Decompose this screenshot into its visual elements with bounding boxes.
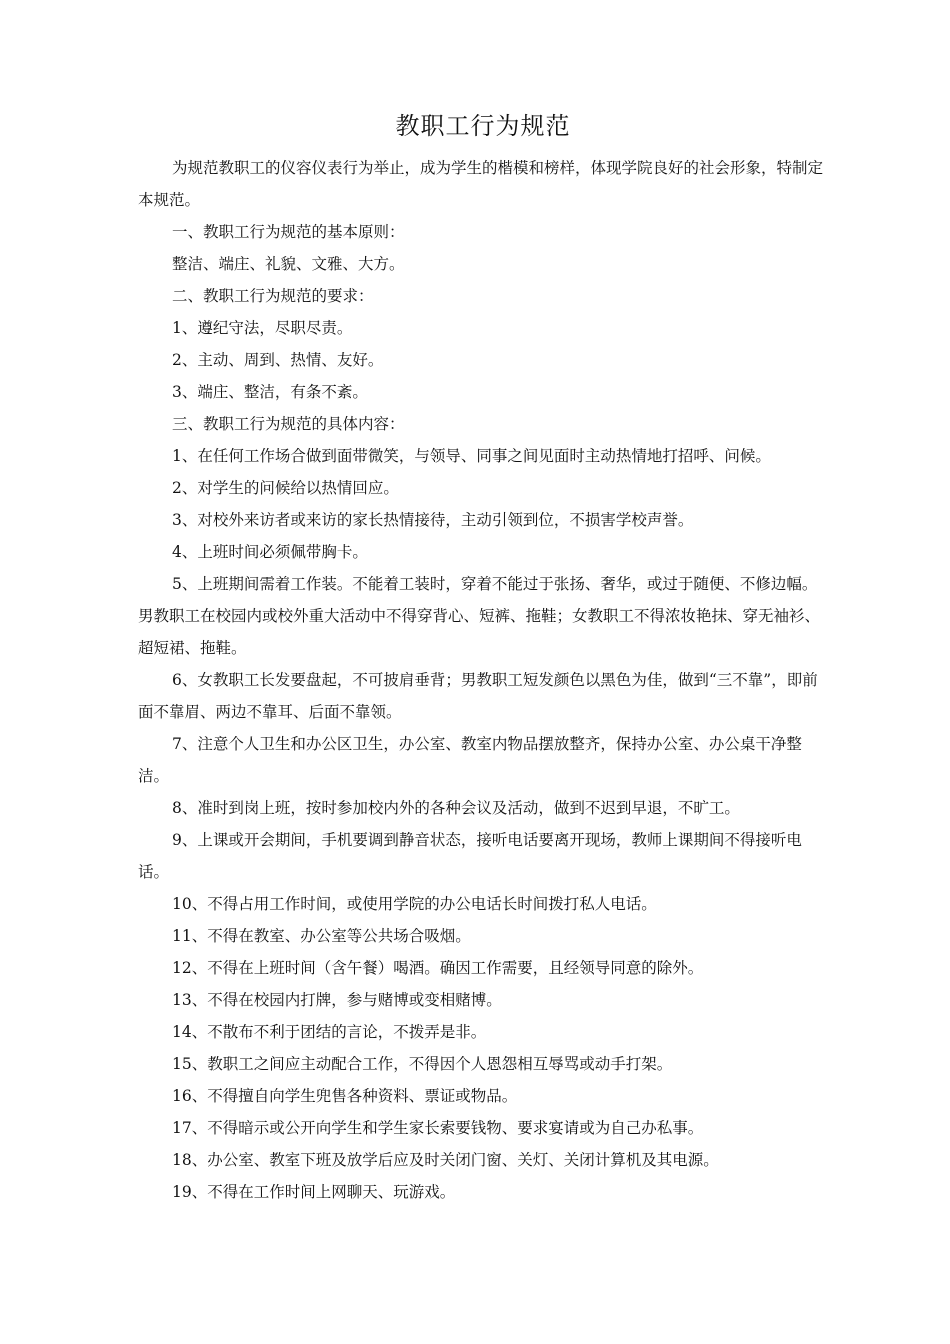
detail-item: 5、上班期间需着工作装。不能着工装时，穿着不能过于张扬、奢华，或过于随便、不修边幅。男教职工在校园内或校外重大活动中不得穿背心、短裤、拖鞋；女教职工不得浓妆艳抹、穿无袖衫、超短裙、拖鞋。 <box>138 575 821 657</box>
detail-item: 18、办公室、教室下班及放学后应及时关闭门窗、关灯、关闭计算机及其电源。 <box>172 1151 719 1169</box>
detail-item: 14、不散布不利于团结的言论，不拨弄是非。 <box>172 1023 487 1041</box>
requirement-item: 1、遵纪守法，尽职尽责。 <box>172 319 353 337</box>
detail-item: 4、上班时间必须佩带胸卡。 <box>172 543 368 561</box>
document-page <box>138 108 828 1208</box>
requirement-item: 3、端庄、整洁，有条不紊。 <box>172 383 368 401</box>
detail-item: 9、上课或开会期间，手机要调到静音状态，接听电话要离开现场，教师上课期间不得接听电话。 <box>138 831 802 881</box>
intro-paragraph: 为规范教职工的仪容仪表行为举止，成为学生的楷模和榜样，体现学院良好的社会形象，特制定本规范。 <box>138 159 824 209</box>
detail-item: 12、不得在上班时间（含午餐）喝酒。确因工作需要，且经领导同意的除外。 <box>172 959 704 977</box>
detail-item: 11、不得在教室、办公室等公共场合吸烟。 <box>172 927 471 945</box>
detail-item: 15、教职工之间应主动配合工作，不得因个人恩怨相互辱骂或动手打架。 <box>172 1055 673 1073</box>
detail-item: 7、注意个人卫生和办公区卫生，办公室、教室内物品摆放整齐，保持办公室、办公桌干净整洁。 <box>138 735 802 785</box>
detail-item: 16、不得擅自向学生兜售各种资料、票证或物品。 <box>172 1087 518 1105</box>
document-title: 教职工行为规范 <box>395 112 571 140</box>
detail-item: 6、女教职工长发要盘起，不可披肩垂背；男教职工短发颜色以黑色为佳，做到“三不靠”，即前面不靠眉、两边不靠耳、后面不靠领。 <box>138 671 818 721</box>
requirement-item: 2、主动、周到、热情、友好。 <box>172 351 384 369</box>
section-heading-requirements: 二、教职工行为规范的要求： <box>172 287 374 305</box>
detail-item: 2、对学生的问候给以热情回应。 <box>172 479 399 497</box>
detail-item: 3、对校外来访者或来访的家长热情接待，主动引领到位，不损害学校声誉。 <box>172 511 694 529</box>
detail-item: 10、不得占用工作时间，或使用学院的办公电话长时间拨打私人电话。 <box>172 895 657 913</box>
detail-item: 13、不得在校园内打牌，参与赌博或变相赌博。 <box>172 991 502 1009</box>
principles-text: 整洁、端庄、礼貌、文雅、大方。 <box>172 255 405 273</box>
section-heading-details: 三、教职工行为规范的具体内容： <box>172 415 405 433</box>
detail-item: 17、不得暗示或公开向学生和学生家长索要钱物、要求宴请或为自己办私事。 <box>172 1119 704 1137</box>
detail-item: 19、不得在工作时间上网聊天、玩游戏。 <box>172 1183 456 1201</box>
detail-item: 8、准时到岗上班，按时参加校内外的各种会议及活动，做到不迟到早退，不旷工。 <box>172 799 740 817</box>
detail-item: 1、在任何工作场合做到面带微笑，与领导、同事之间见面时主动热情地打招呼、问候。 <box>172 447 771 465</box>
section-heading-principles: 一、教职工行为规范的基本原则： <box>172 223 405 241</box>
